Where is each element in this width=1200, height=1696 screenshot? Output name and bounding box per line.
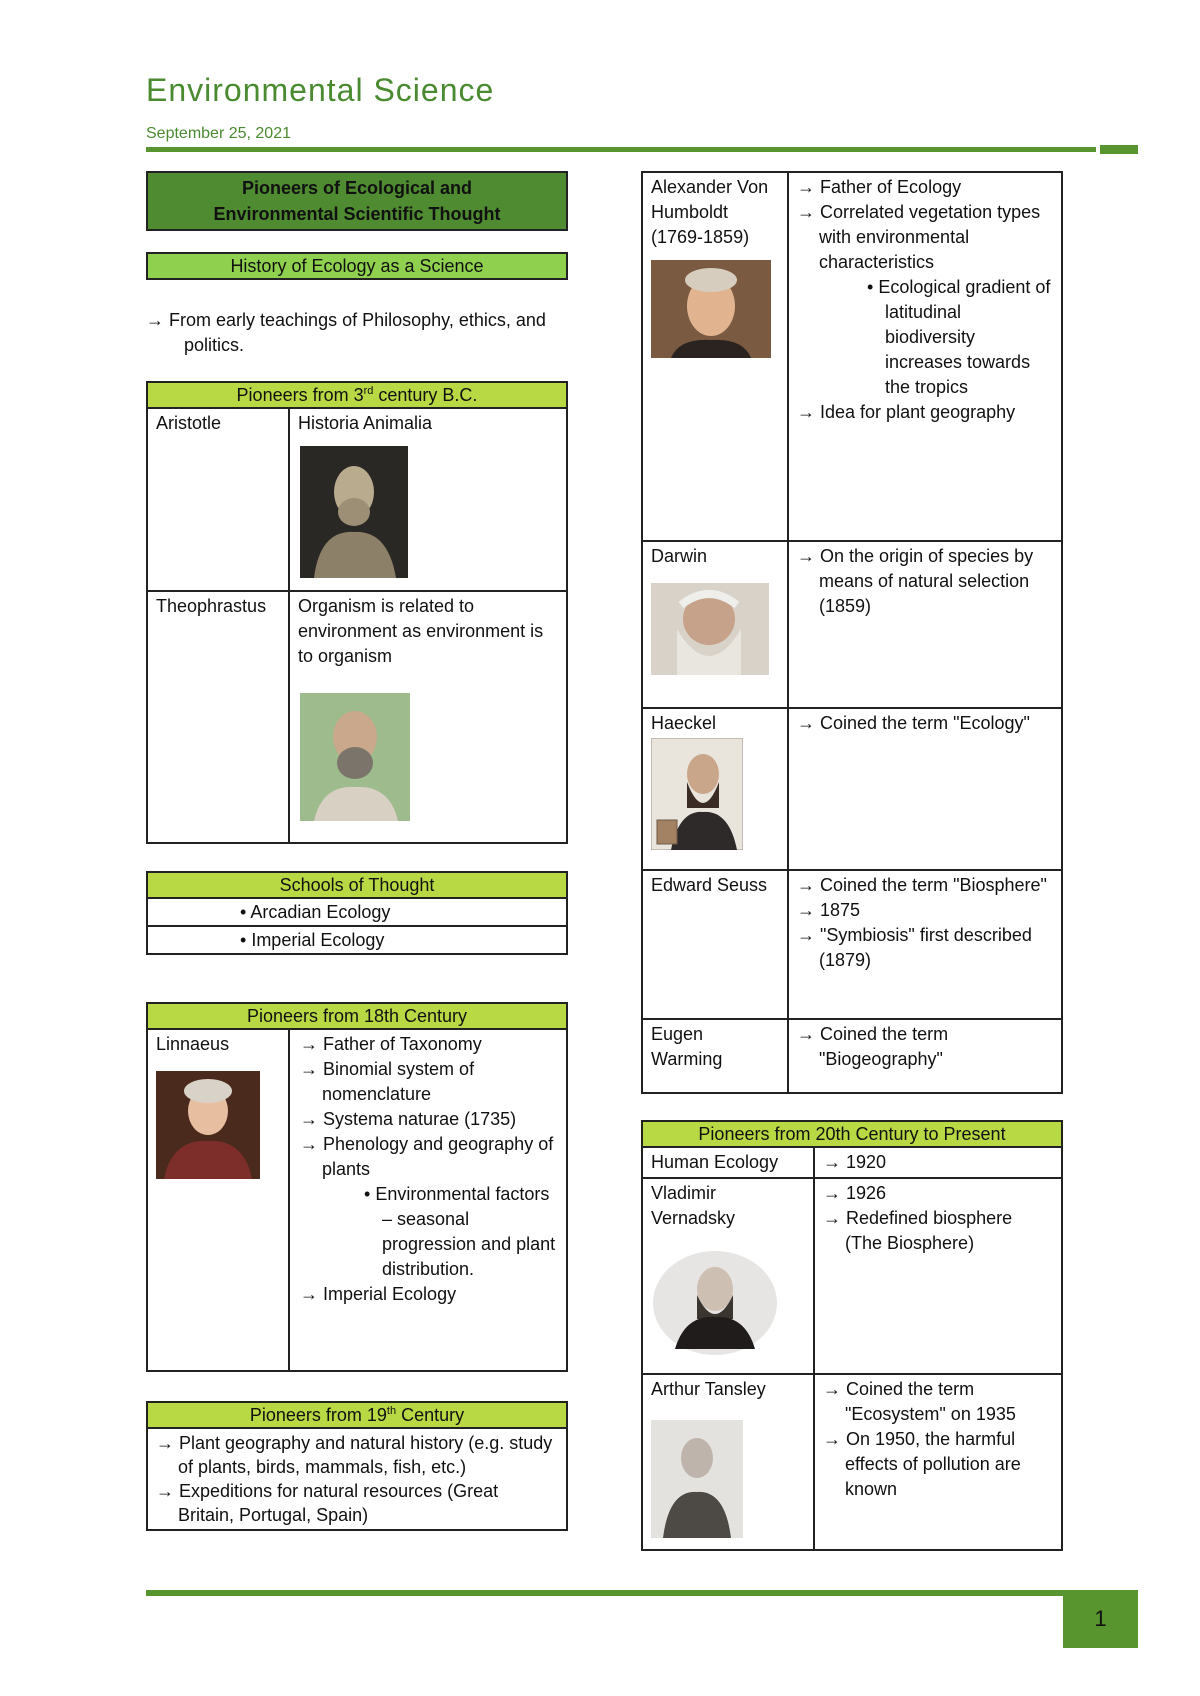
schools-table bbox=[146, 871, 568, 955]
linnaeus-item: → Phenology and geography of plants bbox=[300, 1132, 558, 1182]
humboldt-item: → Correlated vegetation types with environmental characteristics bbox=[797, 200, 1053, 275]
c20-heading: Pioneers from 20th Century to Present bbox=[642, 1121, 1062, 1147]
document-date: September 25, 2021 bbox=[146, 125, 291, 142]
history-item: → From early teachings of Philosophy, ethics, and politics. bbox=[146, 308, 566, 358]
tansley-photo bbox=[651, 1420, 743, 1538]
linnaeus-name: Linnaeus bbox=[156, 1034, 230, 1054]
seuss-name: Edward Seuss bbox=[642, 870, 788, 1019]
seuss-item: → 1875 bbox=[797, 898, 1053, 923]
theophrastus-text: Organism is related to environment as environment is to organism bbox=[298, 596, 544, 666]
linnaeus-item: → Father of Taxonomy bbox=[300, 1032, 558, 1057]
humboldt-name: Alexander Von Humboldt (1769-1859) bbox=[651, 177, 769, 247]
c19-item: → Expeditions for natural resources (Great Britain, Portugal, Spain) bbox=[156, 1479, 558, 1527]
darwin-item: → On the origin of species by means of natural selection (1859) bbox=[797, 544, 1053, 619]
c18-table bbox=[146, 1002, 568, 1372]
main-heading-line2: Environmental Scientific Thought bbox=[213, 204, 501, 224]
aristotle-text: Historia Animalia bbox=[298, 413, 433, 433]
pioneers-19c-table bbox=[641, 171, 1063, 1094]
page-number: 1 bbox=[1063, 1590, 1138, 1648]
humboldt-subitem: • Ecological gradient of latitudinal biodiversity increases towards the tropics bbox=[863, 275, 1053, 400]
darwin-photo bbox=[651, 583, 769, 675]
c19-table bbox=[146, 1401, 568, 1531]
bc-table bbox=[146, 381, 568, 844]
c20-table bbox=[641, 1120, 1063, 1551]
haeckel-item: → Coined the term "Ecology" bbox=[797, 711, 1053, 736]
linnaeus-item: → Imperial Ecology bbox=[300, 1282, 558, 1307]
seuss-item: → Coined the term "Biosphere" bbox=[797, 873, 1053, 898]
linnaeus-item: → Binomial system of nomenclature bbox=[300, 1057, 558, 1107]
linnaeus-photo bbox=[156, 1071, 260, 1179]
aristotle-name: Aristotle bbox=[147, 408, 289, 591]
tansley-item: → On 1950, the harmful effects of pollution are known bbox=[823, 1427, 1053, 1502]
c19-heading: Pioneers from 19th Century bbox=[147, 1402, 567, 1428]
haeckel-photo bbox=[651, 738, 743, 850]
tansley-name: Arthur Tansley bbox=[651, 1379, 766, 1399]
humboldt-photo bbox=[651, 260, 771, 358]
header-rule bbox=[146, 147, 1096, 152]
document-title: Environmental Science bbox=[146, 72, 495, 108]
vernadsky-photo bbox=[651, 1249, 779, 1357]
schools-item: • Imperial Ecology bbox=[236, 929, 558, 951]
human-ecology-name: Human Ecology bbox=[642, 1147, 814, 1178]
main-heading-box bbox=[146, 171, 568, 231]
warming-item: → Coined the term "Biogeography" bbox=[797, 1022, 1053, 1072]
theophrastus-name: Theophrastus bbox=[147, 591, 289, 843]
darwin-name: Darwin bbox=[651, 546, 708, 566]
tansley-item: → Coined the term "Ecosystem" on 1935 bbox=[823, 1377, 1053, 1427]
human-ecology-item: → 1920 bbox=[823, 1150, 1053, 1175]
header-rule-accent bbox=[1100, 145, 1138, 154]
warming-name: Eugen Warming bbox=[642, 1019, 788, 1093]
vernadsky-item: → 1926 bbox=[823, 1181, 1053, 1206]
schools-item: • Arcadian Ecology bbox=[236, 901, 558, 923]
seuss-item: → "Symbiosis" first described (1879) bbox=[797, 923, 1053, 973]
aristotle-photo bbox=[300, 446, 408, 578]
linnaeus-subitem: • Environmental factors – seasonal progression and plant distribution. bbox=[360, 1182, 558, 1282]
haeckel-name: Haeckel bbox=[651, 713, 717, 733]
footer-rule bbox=[146, 1590, 1063, 1596]
vernadsky-item: → Redefined biosphere (The Biosphere) bbox=[823, 1206, 1053, 1256]
bc-heading: Pioneers from 3rd century B.C. bbox=[147, 382, 567, 408]
vernadsky-name: Vladimir Vernadsky bbox=[651, 1183, 736, 1228]
c18-heading: Pioneers from 18th Century bbox=[147, 1003, 567, 1029]
humboldt-item: → Father of Ecology bbox=[797, 175, 1053, 200]
c19-item: → Plant geography and natural history (e.g. study of plants, birds, mammals, fish, etc.) bbox=[156, 1431, 558, 1479]
theophrastus-photo bbox=[300, 693, 410, 821]
humboldt-item: → Idea for plant geography bbox=[797, 400, 1053, 425]
linnaeus-item: → Systema naturae (1735) bbox=[300, 1107, 558, 1132]
history-heading: History of Ecology as a Science bbox=[146, 252, 568, 280]
schools-heading: Schools of Thought bbox=[147, 872, 567, 898]
main-heading-line1: Pioneers of Ecological and bbox=[241, 178, 473, 198]
